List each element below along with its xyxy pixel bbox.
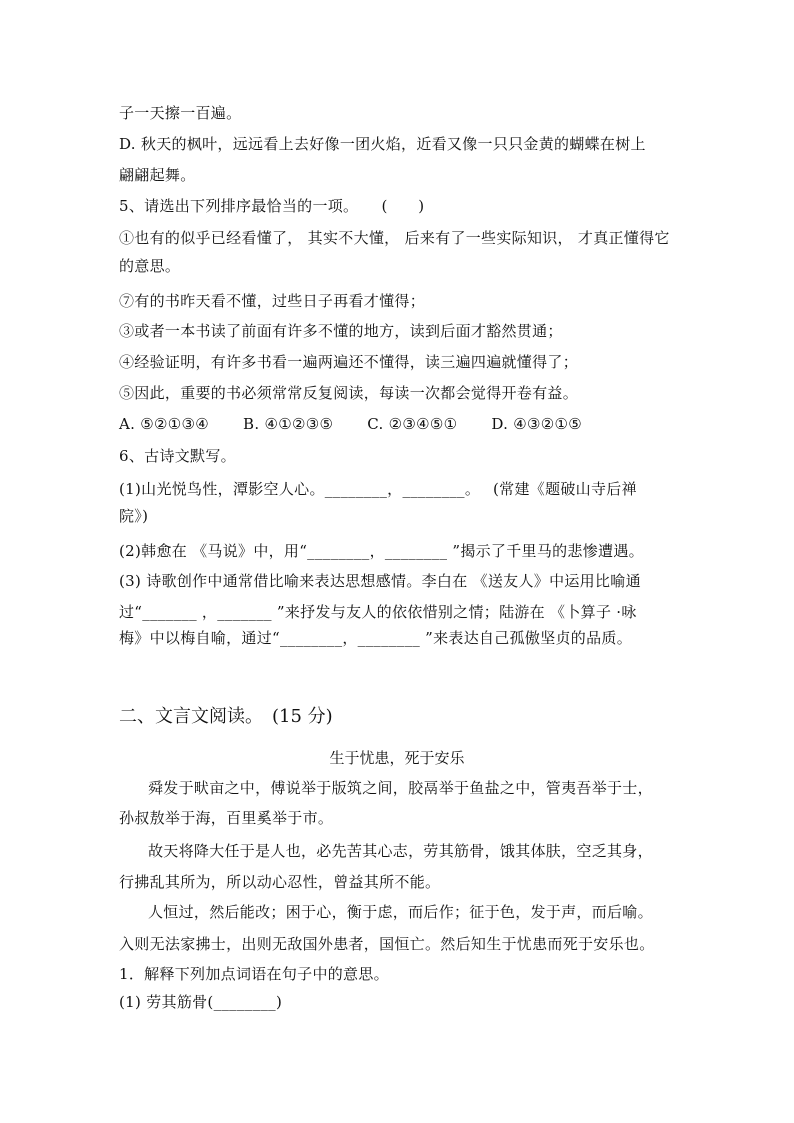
poem-item-3: (3) 诗歌创作中通常借比喻来表达思想感情。李白在 《送友人》中运用比喻通 <box>119 572 641 590</box>
sentence-4: ④经验证明，有许多书看一遍两遍还不懂得，读三遍四遍就懂得了； <box>119 353 579 371</box>
passage-paragraph-2-cont: 行拂乱其所为，所以动心忍性，曾益其所不能。 <box>119 873 441 891</box>
passage-paragraph-1-cont: 孙叔敖举于海，百里奚举于市。 <box>119 809 334 827</box>
answer-options <box>119 414 616 434</box>
passage-paragraph-1: 舜发于畎亩之中，傅说举于版筑之间，胶鬲举于鱼盐之中，管夷吾举于士， <box>148 779 653 797</box>
option-c: C. ②③④⑤① <box>367 415 458 433</box>
sentence-2: ⑦有的书昨天看不懂，过些日子再看才懂得； <box>119 292 426 310</box>
poem-item-3-cont: 过“_______ ，_______ ”来抒发与友人的依依惜别之情；陆游在 《卜算子 ·咏 <box>119 603 637 621</box>
sentence-1-cont: 的意思。 <box>119 257 181 275</box>
passage-paragraph-3: 人恒过，然后能改；困于心，衡于虑，而后作；征于色，发于声，而后喻。 <box>148 903 653 921</box>
poem-item-1: (1)山光悦鸟性，潭影空人心。________，________。 (常建《题破山寺后禅 <box>119 480 637 498</box>
passage-paragraph-3-cont: 入则无法家拂士，出则无敌国外患者，国恒亡。然后知生于忧患而死于安乐也。 <box>119 935 655 953</box>
text-line: 子一天擦一百遍。 <box>119 104 242 122</box>
option-d: D. ④③②①⑤ <box>491 415 583 433</box>
question-6-stem: 6、古诗文默写。 <box>119 447 236 465</box>
option-b: B. ④①②③⑤ <box>243 415 334 433</box>
question-5-stem: 5、请选出下列排序最恰当的一项。 ( ) <box>119 197 425 215</box>
sentence-1: ①也有的似乎已经看懂了， 其实不大懂， 后来有了一些实际知识， 才真正懂得它 <box>119 229 670 247</box>
poem-item-2: (2)韩愈在 《马说》中，用“________，________ ”揭示了千里马的悲惨遭遇。 <box>119 542 644 560</box>
poem-item-1-cont: 院》) <box>119 507 149 525</box>
passage-title: 生于忧患，死于安乐 <box>329 749 465 767</box>
passage-paragraph-2: 故天将降大任于是人也，必先苦其心志，劳其筋骨，饿其体肤，空乏其身， <box>148 842 653 860</box>
section-heading: 二、文言文阅读。 (15 分) <box>119 706 333 727</box>
question-1-stem: 1．解释下列加点词语在句子中的意思。 <box>119 965 389 983</box>
option-a: A. ⑤②①③④ <box>119 415 210 433</box>
sentence-5: ⑤因此，重要的书必须常常反复阅读，每读一次都会觉得开卷有益。 <box>119 384 579 402</box>
poem-item-3-cont: 梅》中以梅自喻，通过“________，________ ”来表达自己孤傲坚贞的品质。 <box>119 629 633 647</box>
question-1-item-1: (1) 劳其筋骨(________) <box>119 993 283 1011</box>
option-d-line: 翩翩起舞。 <box>119 166 196 184</box>
option-d-line: D. 秋天的枫叶，远远看上去好像一团火焰，近看又像一只只金黄的蝴蝶在树上 <box>119 135 646 153</box>
sentence-3: ③或者一本书读了前面有许多不懂的地方，读到后面才豁然贯通； <box>119 322 563 340</box>
